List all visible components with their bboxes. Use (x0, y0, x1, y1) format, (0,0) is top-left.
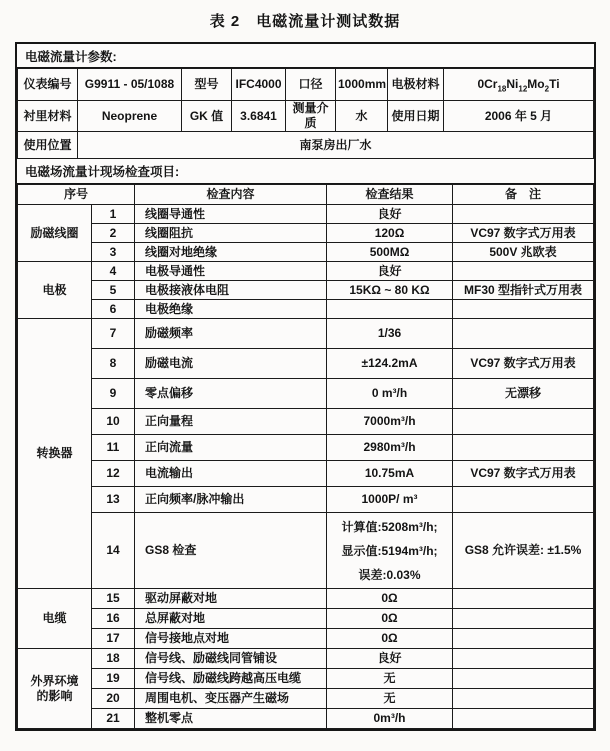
content-cell: 信号线、励磁线跨越高压电缆 (135, 669, 327, 689)
no-cell: 6 (92, 300, 135, 319)
result-cell: 0m³/h (327, 709, 453, 729)
table-row (18, 649, 594, 669)
content-cell: 信号接地点对地 (135, 629, 327, 649)
param-value-cell: 南泵房出厂水 (78, 132, 594, 159)
result-cell: 120Ω (327, 224, 453, 243)
table-row (18, 461, 594, 487)
table-row (18, 409, 594, 435)
no-cell: 7 (92, 319, 135, 349)
no-cell: 1 (92, 205, 135, 224)
table-row (18, 281, 594, 300)
remark-cell (453, 409, 594, 435)
table-row (18, 669, 594, 689)
result-cell: 15KΩ ~ 80 KΩ (327, 281, 453, 300)
content-cell: 正向流量 (135, 435, 327, 461)
no-cell: 3 (92, 243, 135, 262)
header-result: 检查结果 (327, 185, 453, 205)
param-label-cell: 测量介质 (286, 101, 336, 132)
remark-cell: VC97 数字式万用表 (453, 224, 594, 243)
content-cell: 电极接液体电阻 (135, 281, 327, 300)
remark-cell (453, 487, 594, 513)
table-row (18, 69, 594, 101)
no-cell: 10 (92, 409, 135, 435)
no-cell: 9 (92, 379, 135, 409)
result-cell: 10.75mA (327, 461, 453, 487)
table-row (18, 513, 594, 589)
content-cell: 正向量程 (135, 409, 327, 435)
table-row (18, 132, 594, 159)
remark-cell: MF30 型指针式万用表 (453, 281, 594, 300)
remark-cell (453, 669, 594, 689)
formula-segment: Ti (549, 77, 560, 91)
no-cell: 21 (92, 709, 135, 729)
result-cell: 良好 (327, 262, 453, 281)
param-label-cell: 使用位置 (18, 132, 78, 159)
remark-cell: 无漂移 (453, 379, 594, 409)
content-cell: 正向频率/脉冲输出 (135, 487, 327, 513)
table-row (18, 629, 594, 649)
content-cell: GS8 检查 (135, 513, 327, 589)
formula-segment: 0Cr (477, 77, 498, 91)
no-cell: 2 (92, 224, 135, 243)
no-cell: 14 (92, 513, 135, 589)
group-label-converter: 转换器 (18, 319, 92, 589)
formula-subscript: 2 (544, 84, 550, 94)
no-cell: 17 (92, 629, 135, 649)
flowmeter-test-table (15, 42, 596, 731)
remark-cell (453, 435, 594, 461)
table-row (18, 101, 594, 132)
param-label-cell: 型号 (182, 69, 232, 101)
result-cell: ±124.2mA (327, 349, 453, 379)
content-cell: 励磁电流 (135, 349, 327, 379)
header-remark: 备 注 (453, 185, 594, 205)
formula-segment: Ni (506, 77, 519, 91)
table-row (18, 487, 594, 513)
formula-subscript: 12 (518, 84, 528, 94)
no-cell: 4 (92, 262, 135, 281)
content-cell: 线圈阻抗 (135, 224, 327, 243)
no-cell: 18 (92, 649, 135, 669)
header-no: 序号 (18, 185, 135, 205)
param-value-cell: Neoprene (78, 101, 182, 132)
no-cell: 12 (92, 461, 135, 487)
remark-cell: VC97 数字式万用表 (453, 349, 594, 379)
gs8-calculated-value: 计算值:5208m³/h; (341, 519, 438, 534)
table-row (18, 379, 594, 409)
result-cell: 0Ω (327, 589, 453, 609)
param-value-cell: 3.6841 (232, 101, 286, 132)
table-row (18, 243, 594, 262)
content-cell: 零点偏移 (135, 379, 327, 409)
content-cell: 电极导通性 (135, 262, 327, 281)
result-cell: 2980m³/h (327, 435, 453, 461)
content-cell: 电流输出 (135, 461, 327, 487)
table-row (18, 300, 594, 319)
content-cell: 总屏蔽对地 (135, 609, 327, 629)
result-cell: 1000P/ m³ (327, 487, 453, 513)
group-label-line: 的影响 (36, 688, 73, 703)
result-cell: 7000m³/h (327, 409, 453, 435)
checklist-table (17, 184, 594, 729)
no-cell: 20 (92, 689, 135, 709)
header-content: 检查内容 (135, 185, 327, 205)
result-cell: 0Ω (327, 629, 453, 649)
table-row (18, 689, 594, 709)
content-cell: 励磁频率 (135, 319, 327, 349)
no-cell: 15 (92, 589, 135, 609)
param-value-cell: 水 (336, 101, 388, 132)
gs8-displayed-value: 显示值:5194m³/h; (341, 543, 438, 558)
param-value-cell: 2006 年 5 月 (444, 101, 594, 132)
table-row (18, 609, 594, 629)
content-cell: 驱动屏蔽对地 (135, 589, 327, 609)
checklist-section-label: 电磁场流量计现场检查项目: (17, 159, 594, 184)
param-value-cell: G9911 - 05/1088 (78, 69, 182, 101)
no-cell: 8 (92, 349, 135, 379)
param-label-cell: 电极材料 (388, 69, 444, 101)
param-label-cell: 衬里材料 (18, 101, 78, 132)
no-cell: 16 (92, 609, 135, 629)
table-row (18, 205, 594, 224)
result-cell: 无 (327, 669, 453, 689)
table-title: 表 2 电磁流量计测试数据 (209, 13, 401, 30)
content-cell: 信号线、励磁线同管铺设 (135, 649, 327, 669)
remark-cell (453, 649, 594, 669)
table-row (18, 709, 594, 729)
remark-cell (453, 300, 594, 319)
group-label-electrode: 电极 (18, 262, 92, 319)
param-label-cell: 口径 (286, 69, 336, 101)
no-cell: 19 (92, 669, 135, 689)
group-label-line: 外界环境 (30, 673, 79, 688)
remark-cell (453, 629, 594, 649)
table-row (18, 224, 594, 243)
result-cell: 0 m³/h (327, 379, 453, 409)
group-label-coil: 励磁线圈 (18, 205, 92, 262)
formula-segment: Mo (527, 77, 545, 91)
result-cell: 500MΩ (327, 243, 453, 262)
table-row (18, 319, 594, 349)
result-cell (327, 300, 453, 319)
result-cell: 良好 (327, 205, 453, 224)
result-cell-multiline (327, 513, 453, 589)
table-row (18, 349, 594, 379)
remark-cell: VC97 数字式万用表 (453, 461, 594, 487)
param-label-cell: GK 值 (182, 101, 232, 132)
content-cell: 线圈对地绝缘 (135, 243, 327, 262)
remark-cell (453, 319, 594, 349)
content-cell: 线圈导通性 (135, 205, 327, 224)
no-cell: 5 (92, 281, 135, 300)
table-row (18, 589, 594, 609)
formula-subscript: 18 (497, 84, 507, 94)
gs8-error-value: 误差:0.03% (358, 567, 421, 582)
electrode-material-value (444, 69, 594, 101)
content-cell: 整机零点 (135, 709, 327, 729)
group-label-environment (18, 649, 92, 729)
result-cell: 无 (327, 689, 453, 709)
param-value-cell: IFC4000 (232, 69, 286, 101)
content-cell: 电极绝缘 (135, 300, 327, 319)
table-header-row (18, 185, 594, 205)
remark-cell: GS8 允许误差: ±1.5% (453, 513, 594, 589)
remark-cell (453, 609, 594, 629)
params-table (17, 68, 594, 159)
remark-cell: 500V 兆欧表 (453, 243, 594, 262)
remark-cell (453, 205, 594, 224)
param-label-cell: 仪表编号 (18, 69, 78, 101)
no-cell: 11 (92, 435, 135, 461)
remark-cell (453, 589, 594, 609)
group-label-cable: 电缆 (18, 589, 92, 649)
table-row (18, 435, 594, 461)
no-cell: 13 (92, 487, 135, 513)
result-cell: 1/36 (327, 319, 453, 349)
remark-cell (453, 689, 594, 709)
content-cell: 周围电机、变压器产生磁场 (135, 689, 327, 709)
remark-cell (453, 262, 594, 281)
remark-cell (453, 709, 594, 729)
result-cell: 0Ω (327, 609, 453, 629)
table-row (18, 262, 594, 281)
param-value-cell: 1000mm (336, 69, 388, 101)
result-cell: 良好 (327, 649, 453, 669)
param-label-cell: 使用日期 (388, 101, 444, 132)
params-section-label: 电磁流量计参数: (17, 44, 594, 68)
